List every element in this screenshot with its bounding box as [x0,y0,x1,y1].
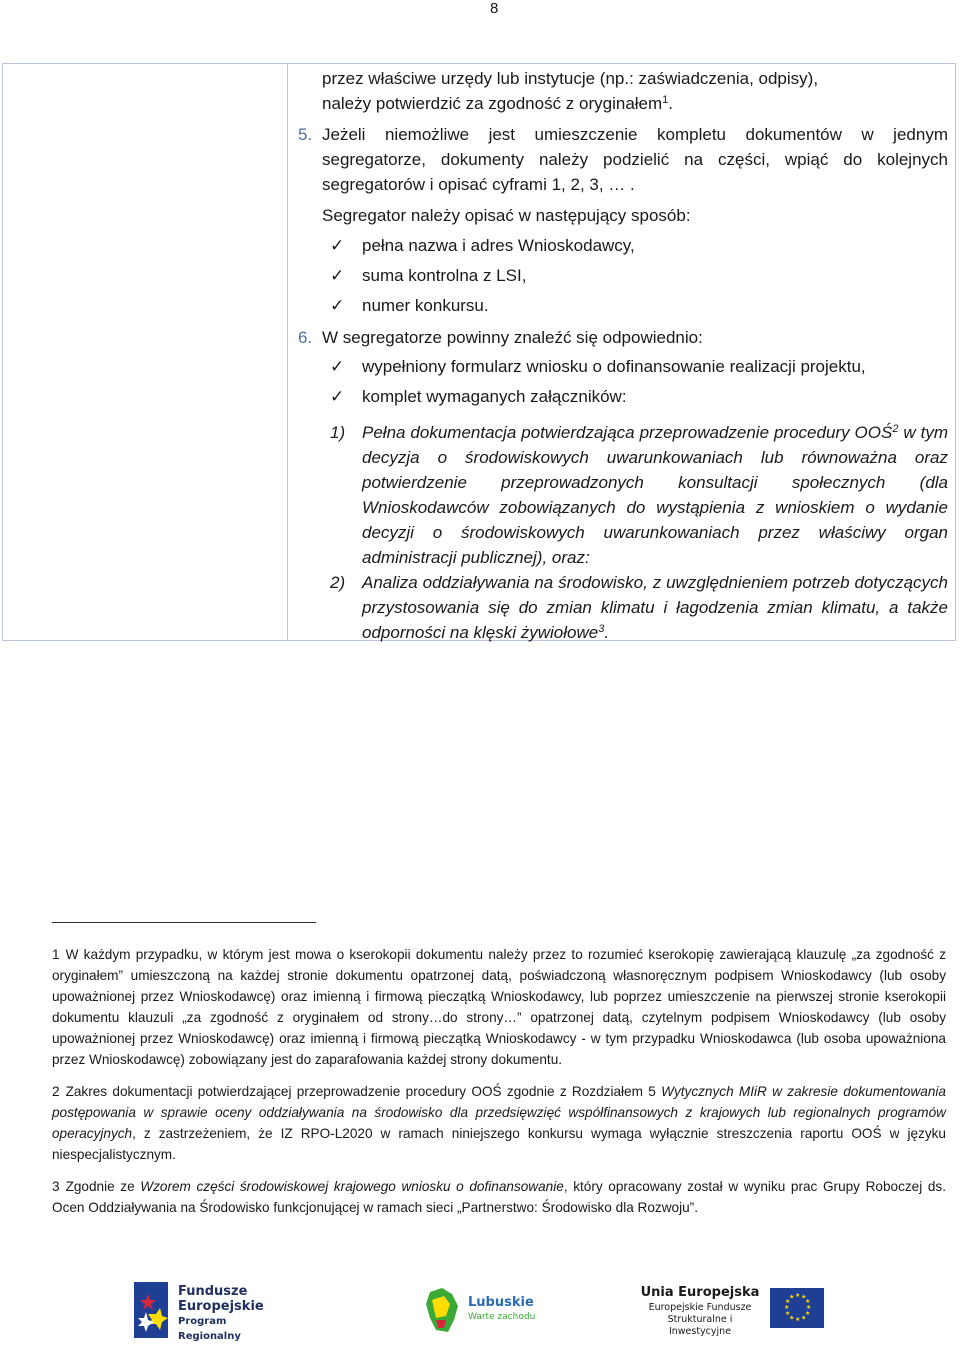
check-item-label: numer konkursu. [362,296,489,315]
attachment-1-text-b: w tym decyzja o środowiskowych uwarunkowaniach lub równoważna oraz potwierdzenie przeprowadzonych konsultacji społecznych (dla Wnioskodawców zobowiązanych do wystąpienia z wnioskiem o wydanie decyzji o środowiskowych uwarunkowaniach przez właściwy organ administracji publicznej), oraz: [362,423,948,567]
svg-text:★: ★ [801,1314,807,1322]
fe-line2: Europejskie [178,1299,264,1314]
footnote-2-number: 2 [52,1084,60,1099]
footnote-ref-1[interactable]: 1 [662,94,669,106]
item-5-checklist [322,233,948,323]
svg-text:★: ★ [805,1298,811,1305]
lubuskie-line1: Lubuskie [468,1295,534,1310]
list-item-6 [298,325,948,350]
check-item-label: komplet wymaganych załączników: [362,387,627,406]
footnote-separator [52,922,316,923]
check-item [322,293,948,323]
item-5-number: 5. [298,125,313,144]
check-item [322,263,948,293]
checkmark-icon: ✓ [330,296,345,315]
footnote-3-text-a: Zgodnie ze [65,1179,141,1194]
check-item [322,233,948,263]
footnote-ref-2[interactable]: 2 [892,423,899,435]
fe-line3: Program Regionalny [178,1316,241,1342]
footnote-3 [52,1176,946,1218]
footnotes [52,944,946,1229]
item-5-text: Jeżeli niemożliwe jest umieszczenie kompletu dokumentów w jednym segregatorze, dokumenty należy podzielić na części, wpiąć do kolejnych segregatorów i opisać cyframi 1, 2, 3, … . [322,125,948,194]
attachment-2-text: Analiza oddziaływania na środowisko, z uwzględnieniem potrzeb dotyczących przystosowania się do zmian klimatu i łagodzenia zmian klimatu, a także odporności na klęski żywiołowe [362,573,948,642]
svg-text:★: ★ [785,1310,791,1317]
footnote-2-text-c: , z zastrzeżeniem, że IZ RPO-L2020 w ramach niniejszego konkursu wymaga wyłącznie streszczenia raportu OOŚ w języku niespecjalistycznym. [52,1126,946,1162]
svg-text:★: ★ [805,1310,811,1317]
check-item-label: wypełniony formularz wniosku o dofinansowanie realizacji projektu, [362,357,866,376]
item-6-number: 6. [298,328,313,347]
table-column-divider [287,64,288,640]
check-item [322,354,948,384]
checkmark-icon: ✓ [330,266,345,285]
svg-text:★: ★ [789,1314,795,1322]
footnote-3-text-c: , który opracowany został w wyniku prac Grupy Roboczej ds. Ocen Oddziaływania na Środowisko funkcjonującej w ramach sieci „Partnerstwo: Środowisko dla Rozwoju”. [52,1179,947,1215]
lubuskie-region-icon [422,1286,462,1336]
check-item-label: pełna nazwa i adres Wnioskodawcy, [362,236,635,255]
attachment-1 [322,420,948,570]
footnote-3-title: Wzorem części środowiskowej krajowego wniosku o dofinansowanie [140,1179,564,1194]
svg-text:★: ★ [789,1293,795,1301]
intro-line1: przez właściwe urzędy lub instytucje (np.: zaświadczenia, odpisy), [322,69,819,88]
checkmark-icon: ✓ [330,387,345,406]
footnote-2-title: Wytycznych MIiR w zakresie dokumentowania postępowania w sprawie oceny oddziaływania na środowisko dla przedsięwzięć współfinansowych z krajowych lub regionalnych programów operacyjnych [52,1084,946,1141]
footnote-2 [52,1081,946,1165]
footnote-2-text-a: Zakres dokumentacji potwierdzającej przeprowadzenie procedury OOŚ zgodnie z Rozdziałem 5 [65,1084,662,1099]
ue-line2: Europejskie Fundusze [648,1302,752,1313]
fe-line1: Fundusze [178,1284,248,1299]
attachment-2 [322,570,948,645]
footnote-3-number: 3 [52,1179,60,1194]
main-content [298,66,948,645]
footnote-1-number: 1 [52,947,60,962]
svg-text:★: ★ [806,1304,812,1311]
fundusze-europejskie-logo [134,1282,284,1340]
check-item [322,384,948,414]
attachment-1-number: 1) [330,423,346,442]
svg-text:★: ★ [784,1304,790,1311]
unia-europejska-logo [636,1284,822,1340]
attachment-2-number: 2) [330,573,346,592]
ue-line1: Unia Europejska [640,1285,760,1300]
lubuskie-line2: Warte zachodu [468,1312,536,1322]
svg-text:★: ★ [785,1298,791,1305]
intro-paragraph [322,66,948,116]
item-6-checklist [322,354,948,414]
logo-bar [0,1278,960,1342]
svg-text:★: ★ [801,1293,807,1301]
list-item-5 [298,122,948,197]
fe-star-icon [134,1282,172,1338]
page-number: 8 [490,0,499,17]
footnote-ref-3[interactable]: 3 [598,623,605,635]
intro-line2: należy potwierdzić za zgodność z oryginałem [322,94,663,113]
lubuskie-logo [422,1282,542,1340]
svg-text:★: ★ [795,1316,801,1323]
checkmark-icon: ✓ [330,236,345,255]
eu-flag-icon [770,1288,824,1328]
svg-text:★: ★ [795,1292,801,1299]
attachment-2-end: . [604,623,610,642]
item-5-description: Segregator należy opisać w następujący sposób: [322,206,691,225]
footnote-1 [52,944,946,1070]
item-6-text: W segregatorze powinny znaleźć się odpowiednio: [322,328,703,347]
checkmark-icon: ✓ [330,357,345,376]
ue-line3: Strukturalne i Inwestycyjne [667,1314,733,1337]
intro-end: . [668,94,674,113]
footnote-1-text: W każdym przypadku, w którym jest mowa o kserokopii dokumentu należy przez to rozumieć kserokopię zawierającą klauzulę „za zgodność z oryginałem” umieszczoną na każdej stronie dokumentu opatrzonej datą, poświadczoną własnoręcznym podpisem Wnioskodawcy (lub osoby upoważnionej przez Wnioskodawcę) oraz imienną i firmową pieczątką Wnioskodawcy, lub poprzez umieszczenie na pierwszej stronie kserokopii dokumentu klauzuli „za zgodność z oryginałem od strony…do strony…” opatrzonej datą, czytelnym podpisem Wnioskodawcy (lub osoby upoważnionej przez Wnioskodawcę) oraz imienną i firmową pieczątką Wnioskodawcy - w tym przypadku Wnioskodawca (lub osoba upoważniona przez Wnioskodawcę) zobowiązany jest do zaparafowania każdej strony dokumentu. [52,947,946,1067]
check-item-label: suma kontrolna z LSI, [362,266,527,285]
attachment-1-text-a: Pełna dokumentacja potwierdzająca przeprowadzenie procedury OOŚ [362,423,893,442]
